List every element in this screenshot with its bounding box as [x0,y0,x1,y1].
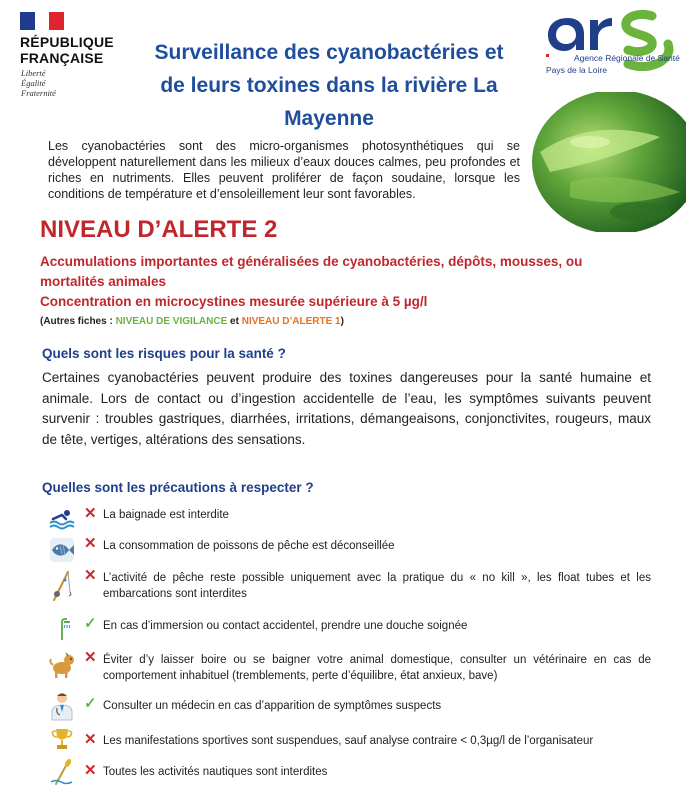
title-line-1: Surveillance des cyanobactéries et [154,41,504,64]
alert-concentration: Concentration en microcystines mesurée supérieure à 5 µg/l [40,294,428,309]
forbidden-cross-icon: ✕ [84,762,97,779]
alert-level-title: NIVEAU D’ALERTE 2 [40,216,278,243]
motto-fraternite: Fraternité [21,88,56,98]
page-title [126,36,532,135]
precaution-text: La consommation de poissons de pêche est déconseillée [103,540,395,552]
forbidden-cross-icon: ✕ [84,505,97,522]
risks-heading: Quels sont les risques pour la santé ? [42,346,286,361]
precaution-text: Les manifestations sportives sont suspendues, sauf analyse contraire < 0,3µg/l de l’organisateur [103,735,594,747]
precaution-text: Éviter d’y laisser boire ou se baigner votre animal domestique, consulter un vétérinaire en cas de comportement inhabituel (tremblements, perte d’équilibre, état anxieux, bave) [103,654,651,682]
motto-liberte: Liberté [21,68,46,78]
other-sheets-suffix: ) [340,316,344,327]
link-alert-level-1[interactable]: NIVEAU D’ALERTE 1 [241,316,341,327]
forbidden-cross-icon: ✕ [84,567,97,584]
precautions-heading: Quelles sont les précautions à respecter ? [42,480,314,495]
other-sheets-and: et [227,316,242,327]
title-line-2: de leurs toxines dans la rivière La [160,74,498,97]
other-sheets-prefix: (Autres fiches : [40,316,116,327]
republic-line-1: RÉPUBLIQUE [20,34,114,50]
trophy-icon [48,726,76,752]
french-flag-icon [20,12,64,30]
ars-region-name: Pays de la Loire [546,65,607,75]
shower-icon [48,616,76,642]
precaution-text: Toutes les activités nautiques sont interdites [103,766,328,778]
precaution-text: La baignade est interdite [103,509,229,521]
allowed-check-icon: ✓ [84,695,97,712]
alert-description: Accumulations importantes et généralisées de cyanobactéries, dépôts, mousses, ou mortalités animales [40,254,583,289]
doctor-icon [48,690,76,722]
republic-line-2: FRANÇAISE [20,50,104,66]
title-line-3: Mayenne [284,107,374,130]
dog-icon [48,650,76,680]
forbidden-cross-icon: ✕ [84,731,97,748]
fishing-rod-icon [48,568,76,602]
cyanobacteria-photo [530,92,686,232]
link-vigilance-level[interactable]: NIVEAU DE VIGILANCE [115,316,228,327]
risks-paragraph: Certaines cyanobactéries peuvent produire des toxines dangereuses pour la santé humaine et animale. Lors de contact ou d’ingestion accidentelle de l’eau, les symptômes suivants peuvent survenir : troubles gastriques, diarrhées, irritations, démangeaisons, conjonctivites, rougeurs, maux de tête, vertiges, altérations des sensations. [42,370,651,447]
other-sheets-note [40,316,344,327]
forbidden-cross-icon: ✕ [84,535,97,552]
precaution-text: L’activité de pêche reste possible uniquement avec la pratique du « no kill », les float tubes et les embarcations sont interdites [103,572,651,600]
intro-paragraph: Les cyanobactéries sont des micro-organismes photosynthétiques qui se développent naturellement dans les milieux d’eaux douces calmes, peu profondes et riches en nutriments. Elles peuvent proliférer de façon soudaine, lorsque les conditions de température et d’ensoleillement leur sont favorables. [48,139,520,201]
paddle-icon [48,758,76,786]
motto-egalite: Égalité [21,78,46,88]
swimmer-icon [48,506,76,532]
fish-icon [48,536,76,564]
allowed-check-icon: ✓ [84,615,97,632]
forbidden-cross-icon: ✕ [84,649,97,666]
precaution-text: Consulter un médecin en cas d’apparition de symptômes suspects [103,700,442,712]
precaution-text: En cas d’immersion ou contact accidentel, prendre une douche soignée [103,620,468,632]
republic-motto [21,68,56,98]
republique-francaise-logo [20,34,114,66]
ars-agency-name: Agence Régionale de Santé [574,53,680,63]
